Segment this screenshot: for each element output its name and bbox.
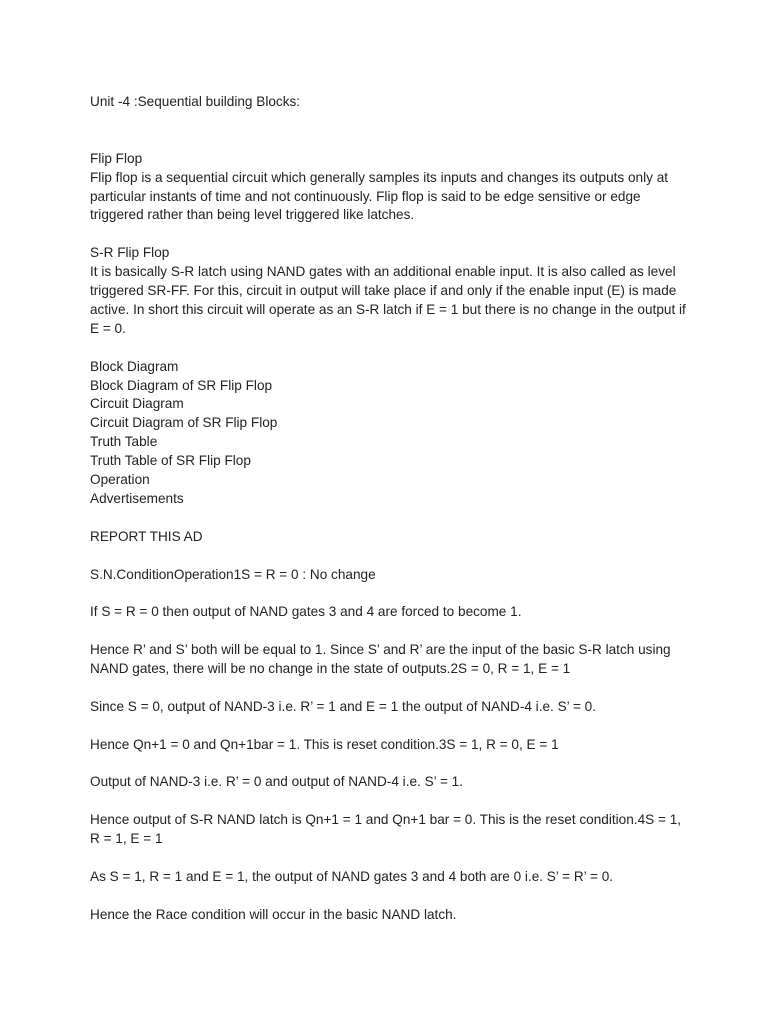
toc-item-circuit-diagram-sr[interactable]: Circuit Diagram of SR Flip Flop xyxy=(90,415,278,431)
toc-item-truth-table-sr[interactable]: Truth Table of SR Flip Flop xyxy=(90,453,251,469)
toc-item-truth-table[interactable]: Truth Table xyxy=(90,434,158,450)
toc-item-advertisements: Advertisements xyxy=(90,490,184,506)
paragraph-condition-1: S.N.ConditionOperation1S = R = 0 : No change xyxy=(90,566,376,582)
paragraph-nand-forced: If S = R = 0 then output of NAND gates 3 and 4 are forced to become 1. xyxy=(90,604,522,620)
paragraph-both-zero: As S = 1, R = 1 and E = 1, the output of NAND gates 3 and 4 both are 0 i.e. S’ = R’ = 0. xyxy=(90,868,614,884)
paragraph-race-condition: Hence the Race condition will occur in the basic NAND latch. xyxy=(90,906,457,922)
paragraph-nand3-output: Output of NAND-3 i.e. R’ = 0 and output of NAND-4 i.e. S’ = 1. xyxy=(90,774,463,790)
flipflop-heading: Flip Flop xyxy=(90,150,143,166)
sr-flipflop-heading: S-R Flip Flop xyxy=(90,245,170,261)
toc-item-circuit-diagram[interactable]: Circuit Diagram xyxy=(90,396,184,412)
paragraph-latch-output: Hence output of S-R NAND latch is Qn+1 = 1 and Qn+1 bar = 0. This is the reset condition.4S = 1, R = 1, E = 1 xyxy=(90,812,682,847)
paragraph-s-zero: Since S = 0, output of NAND-3 i.e. R’ = 1 and E = 1 the output of NAND-4 i.e. S’ = 0. xyxy=(90,698,597,714)
paragraph-reset-condition: Hence Qn+1 = 0 and Qn+1bar = 1. This is reset condition.3S = 1, R = 0, E = 1 xyxy=(90,736,559,752)
toc-item-operation[interactable]: Operation xyxy=(90,472,150,488)
flipflop-paragraph: Flip flop is a sequential circuit which generally samples its inputs and changes its outputs only at particular instants of time and not continuously. Flip flop is said to be edge sensitive or edge triggered rather than being level triggered like latches. xyxy=(90,169,669,223)
report-ad-link[interactable]: REPORT THIS AD xyxy=(90,528,203,544)
toc-item-block-diagram-sr[interactable]: Block Diagram of SR Flip Flop xyxy=(90,377,273,393)
toc-item-block-diagram[interactable]: Block Diagram xyxy=(90,358,179,374)
table-of-contents xyxy=(90,358,690,509)
paragraph-no-change: Hence R’ and S’ both will be equal to 1. Since S’ and R’ are the input of the basic S-R latch using NAND gates, there will be no change in the state of outputs.2S = 0, R = 1, E = 1 xyxy=(90,642,671,677)
unit-title: Unit -4 :Sequential building Blocks: xyxy=(90,94,301,109)
document-page xyxy=(90,93,690,925)
sr-flipflop-paragraph: It is basically S-R latch using NAND gates with an additional enable input. It is also called as level triggered SR-FF. For this, circuit in output will take place if and only if the enable input (E) is made active. In short this circuit will operate as an S-R latch if E = 1 but there is no change in the output if E = 0. xyxy=(90,264,686,336)
